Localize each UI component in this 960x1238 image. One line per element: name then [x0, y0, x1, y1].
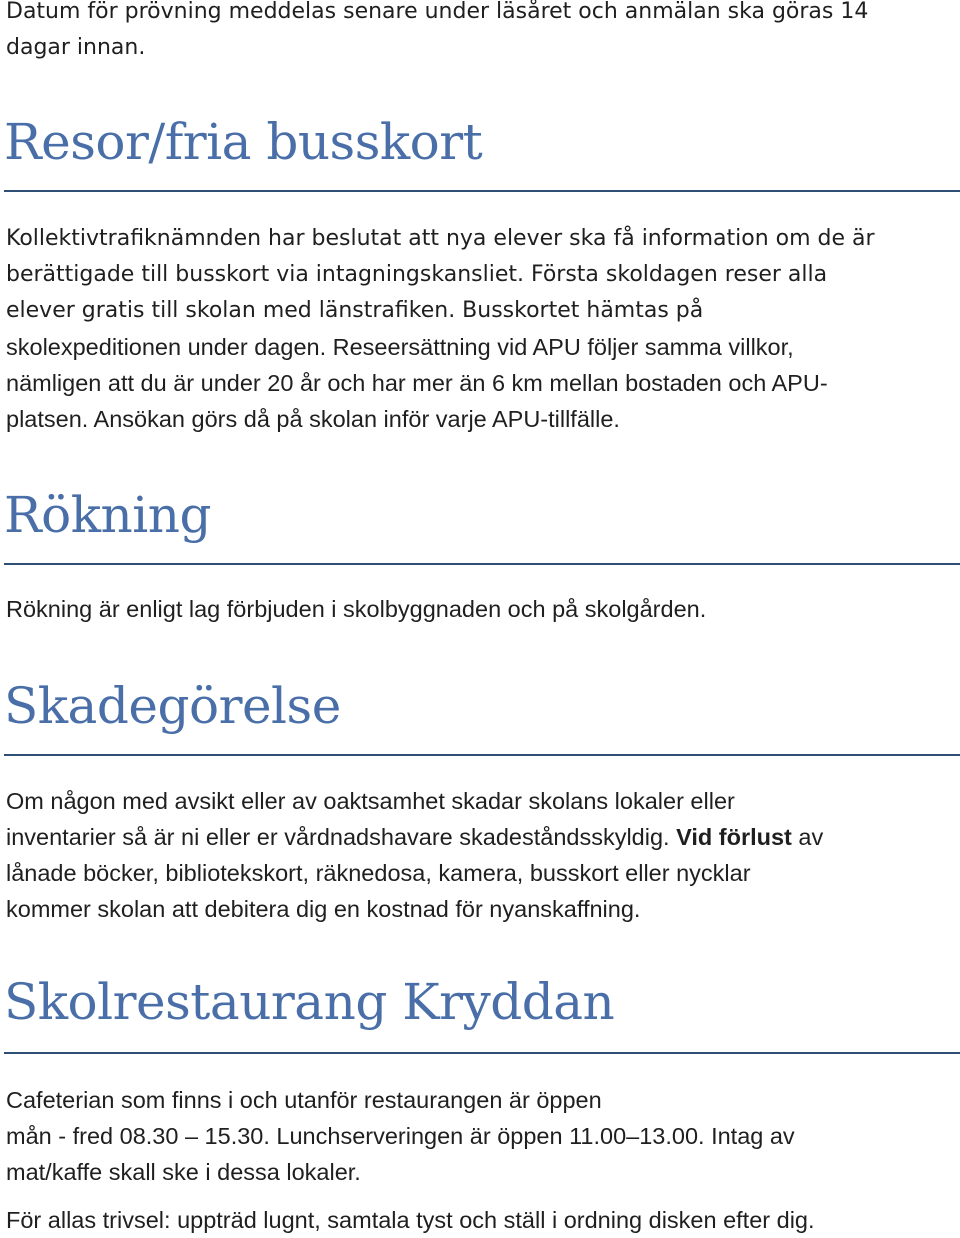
paragraph-line: För allas trivsel: uppträd lugnt, samtala tyst och ställ i ordning disken efter dig. [6, 1207, 815, 1233]
bold-phrase: Vid förlust [676, 824, 792, 850]
section-heading-rokning: Rökning [4, 486, 211, 544]
paragraph-line: berättigade till busskort via intagningskansliet. Första skoldagen reser alla [6, 262, 828, 287]
intro-paragraph [6, 0, 954, 66]
section-heading-skadegorelse: Skadegörelse [4, 677, 341, 735]
paragraph-line: Kollektivtrafiknämnden har beslutat att nya elever ska få information om de är [6, 226, 875, 251]
paragraph-line: platsen. Ansökan görs då på skolan inför varje APU-tillfälle. [6, 406, 620, 432]
paragraph-text: av [791, 824, 824, 850]
paragraph-line: lånade böcker, bibliotekskort, räknedosa, kamera, busskort eller nycklar [6, 860, 751, 886]
paragraph-line: Cafeterian som finns i och utanför restaurangen är öppen [6, 1087, 602, 1113]
skolrestaurang-paragraph [6, 1082, 954, 1190]
paragraph-line: Rökning är enligt lag förbjuden i skolbyggnaden och på skolgården. [6, 596, 707, 622]
section-heading-skolrestaurang: Skolrestaurang Kryddan [4, 973, 615, 1031]
closing-paragraph [6, 1202, 954, 1238]
paragraph-line: kommer skolan att debitera dig en kostnad för nyanskaffning. [6, 896, 641, 922]
paragraph-line: mån - fred 08.30 – 15.30. Lunchserveringen är öppen 11.00–13.00. Intag av [6, 1123, 795, 1149]
paragraph-line: mat/kaffe skall ske i dessa lokaler. [6, 1159, 361, 1185]
intro-line: dagar innan. [6, 35, 146, 60]
section-divider [4, 754, 960, 756]
paragraph-line: elever gratis till skolan med länstrafiken. Busskortet hämtas på [6, 298, 704, 323]
section-heading-resor: Resor/fria busskort [4, 113, 483, 171]
skadegorelse-paragraph [6, 783, 954, 927]
paragraph-text: inventarier så är ni eller er vårdnadshavare skadeståndsskyldig. [6, 824, 677, 850]
paragraph-line: Om någon med avsikt eller av oaktsamhet skadar skolans lokaler eller [6, 788, 735, 814]
intro-line: Datum för prövning meddelas senare under läsåret och anmälan ska göras 14 [6, 0, 869, 24]
section-divider [4, 1052, 960, 1054]
section-divider [4, 190, 960, 192]
rokning-paragraph [6, 591, 954, 627]
section-divider [4, 563, 960, 565]
resor-paragraph [6, 221, 954, 437]
paragraph-line: nämligen att du är under 20 år och har mer än 6 km mellan bostaden och APU- [6, 370, 828, 396]
paragraph-line [6, 819, 954, 855]
paragraph-line: skolexpeditionen under dagen. Reseersättning vid APU följer samma villkor, [6, 334, 794, 360]
